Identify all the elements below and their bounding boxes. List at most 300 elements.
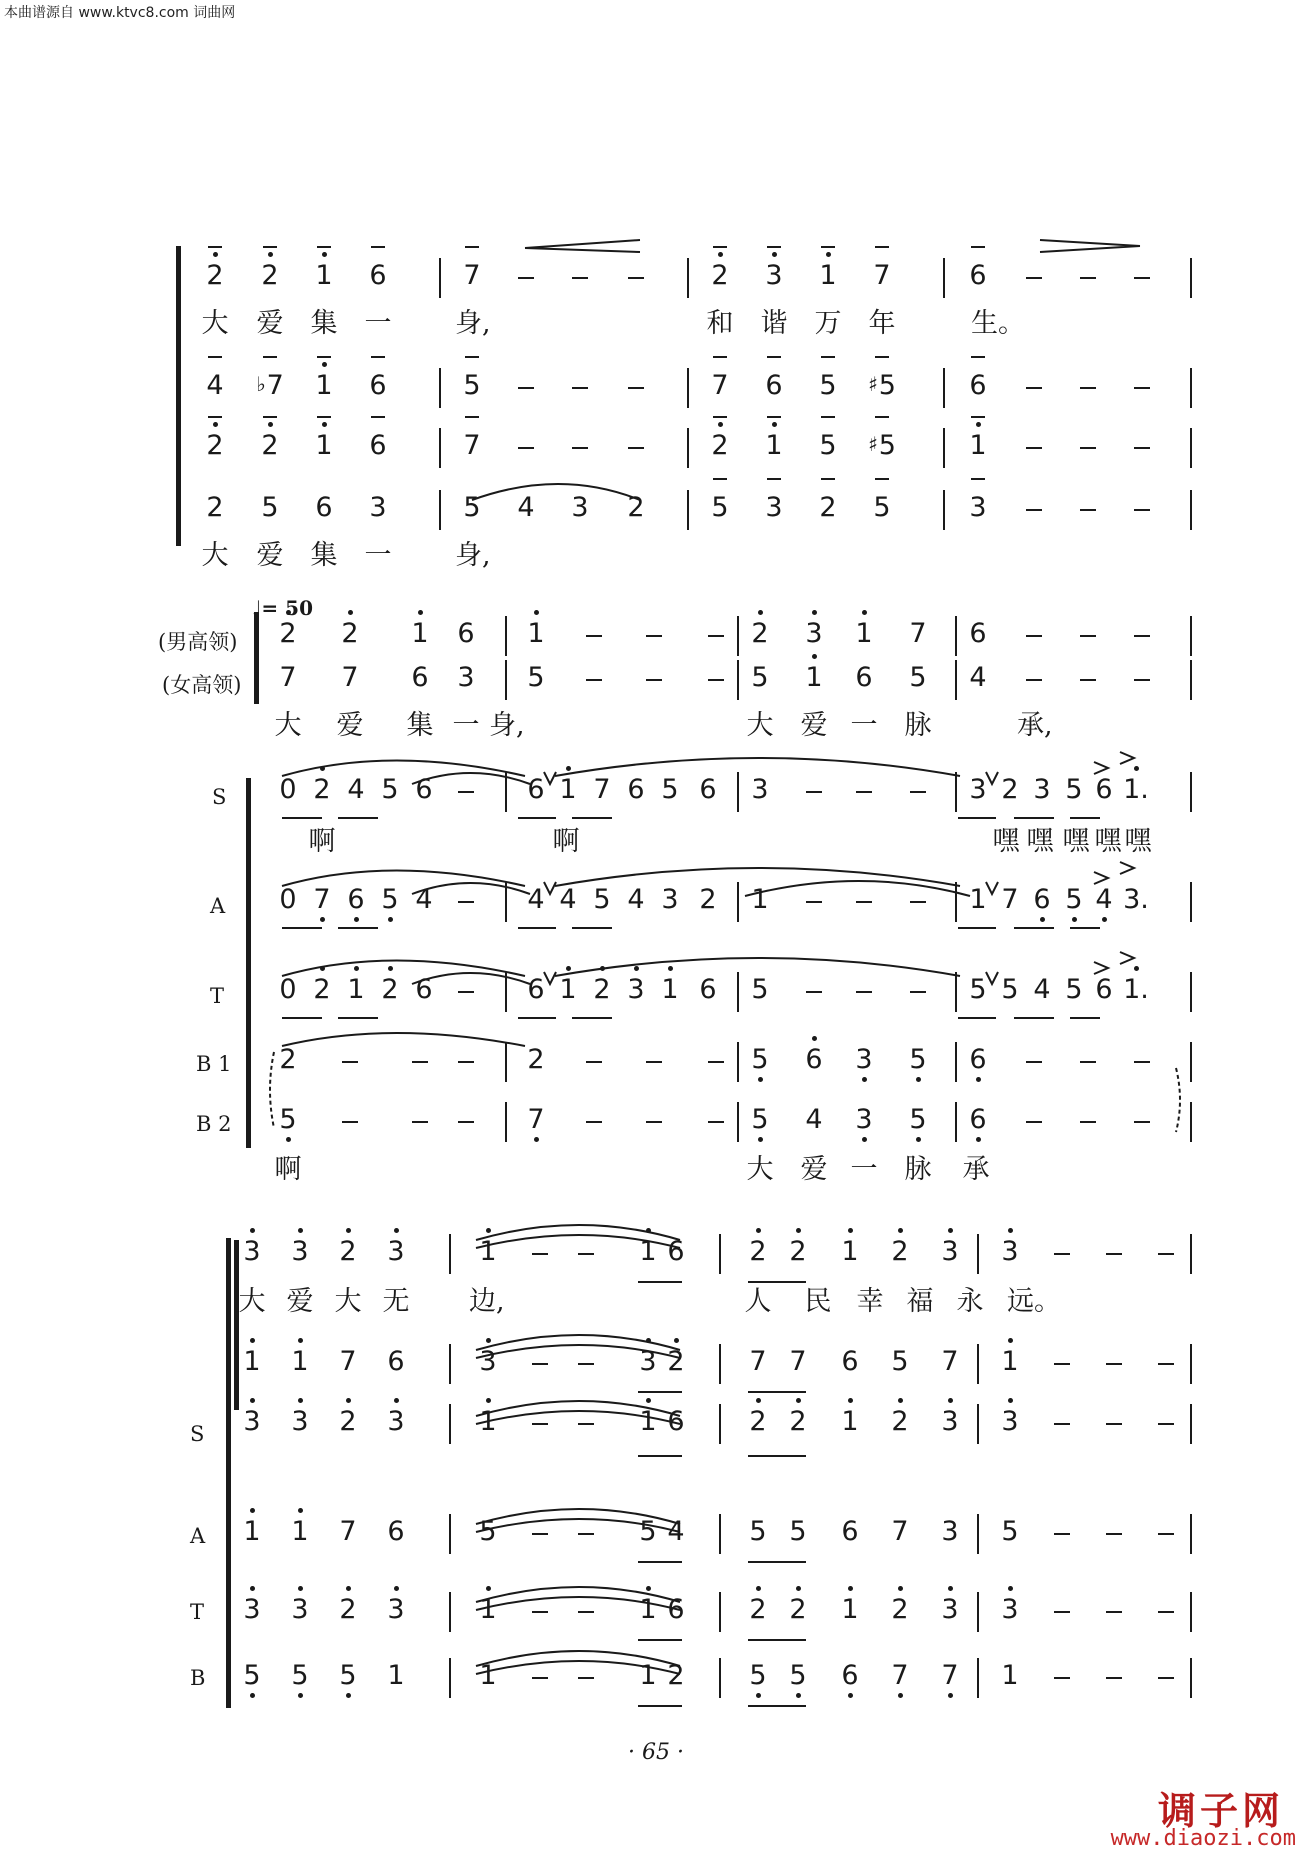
sustain-dash	[1106, 1677, 1122, 1679]
note: 1	[387, 1660, 405, 1691]
note: 7	[339, 1346, 357, 1377]
sustain-dash	[1054, 1363, 1070, 1365]
note: 2	[627, 492, 645, 523]
sustain-dash	[910, 991, 926, 993]
bar-line	[955, 882, 957, 922]
bar-line	[977, 1404, 979, 1444]
note: 6	[336, 886, 376, 913]
note: 5	[819, 430, 837, 461]
note: 2	[880, 1408, 920, 1435]
note: 1	[400, 620, 440, 647]
note: 5	[898, 1046, 938, 1073]
note: 6	[387, 1346, 405, 1377]
bar-line	[719, 1344, 721, 1384]
note: 3	[754, 262, 794, 289]
note: 7	[909, 618, 927, 649]
note: 6	[699, 974, 717, 1005]
bar-line	[687, 368, 689, 408]
sustain-dash	[646, 1061, 662, 1063]
note: 3	[969, 774, 987, 805]
underline-mark	[875, 246, 889, 248]
note: 4	[1033, 974, 1051, 1005]
note: 4	[415, 884, 433, 915]
note: 1	[794, 664, 834, 691]
note: 6	[969, 370, 987, 401]
bar-line	[955, 972, 957, 1012]
bar-line	[977, 1592, 979, 1632]
sustain-dash	[1026, 509, 1042, 511]
bar-line	[439, 428, 441, 468]
note: 7	[339, 1516, 357, 1547]
note: 5	[789, 1516, 807, 1547]
note: 6	[1095, 774, 1113, 805]
note: 6	[627, 774, 645, 805]
note: 1	[548, 976, 588, 1003]
note: 5	[740, 1046, 780, 1073]
note: 3	[468, 1348, 508, 1375]
note: 5	[909, 662, 927, 693]
note: 1	[280, 1518, 320, 1545]
note: 5	[463, 492, 481, 523]
bar-line	[737, 882, 739, 922]
sustain-dash	[1134, 1061, 1150, 1063]
note: 3	[376, 1596, 416, 1623]
accent-marks	[1094, 952, 1134, 974]
note: 3	[794, 620, 834, 647]
sustain-dash	[1080, 1061, 1096, 1063]
sustain-dash	[532, 1363, 548, 1365]
note: 7	[711, 370, 729, 401]
note: 1	[639, 1660, 657, 1691]
sustain-dash	[572, 387, 588, 389]
page-number: · 65 ·	[628, 1740, 684, 1765]
bar-line	[505, 660, 507, 700]
sustain-dash	[532, 1253, 548, 1255]
note: 2	[1001, 774, 1019, 805]
note: 2	[880, 1596, 920, 1623]
note: 1	[516, 620, 556, 647]
sustain-dash	[1054, 1611, 1070, 1613]
source-header: 本曲谱源自 www.ktvc8.com 词曲网	[4, 5, 236, 21]
note: 1	[990, 1348, 1030, 1375]
note: 6	[958, 1046, 998, 1073]
sustain-dash	[1106, 1423, 1122, 1425]
note: 3	[661, 884, 679, 915]
underline-mark	[208, 416, 222, 418]
sustain-dash	[856, 991, 872, 993]
bar-line	[439, 258, 441, 298]
bar-line	[977, 1658, 979, 1698]
voice-label-a-2: A	[190, 1524, 206, 1548]
bar-line	[719, 1592, 721, 1632]
sustain-dash	[578, 1533, 594, 1535]
bar-line	[943, 368, 945, 408]
note: 0	[279, 974, 297, 1005]
note: 3	[751, 774, 769, 805]
sustain-dash	[412, 1121, 428, 1123]
slur	[472, 484, 640, 500]
note: 7	[516, 1106, 556, 1133]
sustain-dash	[1026, 277, 1042, 279]
sustain-dash	[342, 1121, 358, 1123]
bar-line	[1190, 1514, 1192, 1554]
bar-line	[505, 972, 507, 1012]
note: ♭7	[256, 370, 284, 401]
note: 3.	[1123, 884, 1149, 915]
note: 2	[819, 492, 837, 523]
sustain-dash	[646, 679, 662, 681]
underline-mark	[317, 246, 331, 248]
note: 5	[463, 370, 481, 401]
underline-mark	[767, 356, 781, 358]
underline-mark	[371, 416, 385, 418]
sustain-dash	[458, 901, 474, 903]
note: 2	[250, 262, 290, 289]
note: 6	[830, 1662, 870, 1689]
note: 2	[778, 1596, 818, 1623]
underline-mark	[875, 478, 889, 480]
bar-line	[449, 1404, 451, 1444]
note: 7	[463, 430, 481, 461]
note: 5	[740, 1106, 780, 1133]
bar-line	[1190, 1404, 1192, 1444]
note: 4	[559, 884, 577, 915]
sustain-dash	[856, 901, 872, 903]
note: 5	[749, 1516, 767, 1547]
note: 3	[369, 492, 387, 523]
note: 6	[699, 774, 717, 805]
sustain-dash	[578, 1677, 594, 1679]
note: 6	[841, 1516, 859, 1547]
note: 2	[268, 620, 308, 647]
bar-line	[1190, 368, 1192, 408]
sustain-dash	[806, 991, 822, 993]
slur	[282, 1033, 525, 1046]
sustain-dash	[628, 277, 644, 279]
note: 5	[268, 1106, 308, 1133]
note: 0	[279, 884, 297, 915]
note: 7	[593, 774, 611, 805]
sustain-dash	[1106, 1533, 1122, 1535]
sustain-dash	[1054, 1677, 1070, 1679]
note: 4	[527, 884, 545, 915]
note: 2	[667, 1660, 685, 1691]
sustain-dash	[572, 277, 588, 279]
note: 5	[639, 1516, 657, 1547]
note: 5	[593, 884, 611, 915]
note: 5	[778, 1662, 818, 1689]
note: 1	[468, 1238, 508, 1265]
sustain-dash	[1106, 1253, 1122, 1255]
note: 1	[754, 432, 794, 459]
note: 1	[280, 1348, 320, 1375]
note: 1	[628, 1408, 668, 1435]
sustain-dash	[1106, 1363, 1122, 1365]
bar-line	[719, 1404, 721, 1444]
note: 7	[1001, 884, 1019, 915]
note: 2	[582, 976, 622, 1003]
note: 2	[740, 620, 780, 647]
sustain-dash	[532, 1677, 548, 1679]
bar-line	[1190, 1658, 1192, 1698]
sustain-dash	[1026, 447, 1042, 449]
sustain-dash	[1158, 1253, 1174, 1255]
bar-line	[1190, 1102, 1192, 1142]
note: 5	[819, 370, 837, 401]
bar-line	[737, 972, 739, 1012]
note: 7	[279, 662, 297, 693]
note: 2	[328, 1408, 368, 1435]
sustain-dash	[1158, 1423, 1174, 1425]
note: 1	[830, 1238, 870, 1265]
note: 1	[468, 1596, 508, 1623]
note: 1	[336, 976, 376, 1003]
note: 2	[738, 1238, 778, 1265]
sustain-dash	[578, 1423, 594, 1425]
underline-mark	[767, 416, 781, 418]
bar-line	[1190, 258, 1192, 298]
underline-mark	[208, 246, 222, 248]
underline-mark	[465, 356, 479, 358]
note: 5	[1065, 774, 1083, 805]
sustain-dash	[1158, 1677, 1174, 1679]
note: 7	[941, 1346, 959, 1377]
note: 6	[765, 370, 783, 401]
note: 5	[527, 662, 545, 693]
sustain-dash	[1054, 1253, 1070, 1255]
bar-line	[737, 616, 739, 656]
sustain-dash	[708, 635, 724, 637]
note: 3	[930, 1238, 970, 1265]
note: 2	[250, 432, 290, 459]
sustain-dash	[532, 1611, 548, 1613]
note: 1	[830, 1596, 870, 1623]
note: 5	[479, 1516, 497, 1547]
note: 3	[930, 1596, 970, 1623]
bar-line	[719, 1234, 721, 1274]
sustain-dash	[1134, 679, 1150, 681]
bar-line	[449, 1514, 451, 1554]
note: ♯5	[868, 370, 896, 401]
sustain-dash	[910, 791, 926, 793]
note: 7	[891, 1516, 909, 1547]
note: 1	[844, 620, 884, 647]
note: 6	[387, 1516, 405, 1547]
bar-line	[737, 1102, 739, 1142]
note: 5	[751, 662, 769, 693]
note: 1	[628, 1238, 668, 1265]
note: 1	[304, 262, 344, 289]
voice-label-b-2: B	[190, 1666, 206, 1690]
note: 2	[656, 1348, 696, 1375]
voice-label-male-lead: (男高领)	[158, 630, 238, 654]
underline-mark	[263, 246, 277, 248]
sustain-dash	[646, 635, 662, 637]
voice-label-a: A	[210, 894, 226, 918]
note: 5	[381, 774, 399, 805]
sustain-dash	[586, 1061, 602, 1063]
sustain-dash	[586, 1121, 602, 1123]
voice-label-b1: B 1	[196, 1052, 232, 1076]
bar-line	[737, 660, 739, 700]
note: 6	[841, 1346, 859, 1377]
note: 5	[280, 1662, 320, 1689]
note: 6	[369, 370, 387, 401]
underline-mark	[767, 478, 781, 480]
note: 3	[941, 1516, 959, 1547]
sustain-dash	[578, 1611, 594, 1613]
sustain-dash	[342, 1061, 358, 1063]
note: 3	[232, 1408, 272, 1435]
note: 6	[667, 1594, 685, 1625]
note: 6	[1022, 886, 1062, 913]
note: 5	[891, 1346, 909, 1377]
note: 0	[279, 774, 297, 805]
underline-mark	[971, 416, 985, 418]
note: 5	[1065, 974, 1083, 1005]
watermark-url: www.diaozi.com	[1110, 1826, 1296, 1851]
bar-line	[505, 616, 507, 656]
sustain-dash	[586, 679, 602, 681]
bar-line	[1190, 1234, 1192, 1274]
sustain-dash	[628, 447, 644, 449]
sustain-dash	[1080, 1121, 1096, 1123]
note: 1	[232, 1518, 272, 1545]
note: 5	[261, 492, 279, 523]
bar-line	[449, 1234, 451, 1274]
note: 1	[1001, 1660, 1019, 1691]
note: 1	[650, 976, 690, 1003]
note: 7	[302, 886, 342, 913]
underline-mark	[767, 246, 781, 248]
system-bracket	[226, 1238, 231, 1708]
note: 3	[280, 1596, 320, 1623]
sustain-dash	[806, 791, 822, 793]
system-bracket	[176, 246, 181, 546]
tempo-marking: ♩= 50	[252, 596, 313, 620]
note: 6	[415, 974, 433, 1005]
note: 6	[411, 662, 429, 693]
note: 6	[315, 492, 333, 523]
sustain-dash	[1080, 679, 1096, 681]
bar-line	[1190, 1042, 1192, 1082]
note: 5	[898, 1106, 938, 1133]
sustain-dash	[1026, 387, 1042, 389]
note: 5	[232, 1662, 272, 1689]
note: 1	[232, 1348, 272, 1375]
underline-mark	[317, 356, 331, 358]
note: 1	[628, 1596, 668, 1623]
sustain-dash	[586, 635, 602, 637]
underline-mark	[317, 416, 331, 418]
note: 6	[527, 774, 545, 805]
underline-mark	[821, 246, 835, 248]
sustain-dash	[1080, 447, 1096, 449]
underline-mark	[208, 356, 222, 358]
bar-line	[505, 1042, 507, 1082]
voice-label-b2: B 2	[196, 1112, 232, 1136]
bar-line	[1190, 972, 1192, 1012]
note: 5	[751, 974, 769, 1005]
note: 2	[195, 262, 235, 289]
note: 2	[699, 884, 717, 915]
sustain-dash	[532, 1423, 548, 1425]
note: 6	[1095, 974, 1113, 1005]
note: 3	[232, 1238, 272, 1265]
bar-line	[1190, 616, 1192, 656]
accent-marks	[1094, 752, 1134, 774]
underline-mark	[371, 246, 385, 248]
bar-line	[505, 882, 507, 922]
bar-line	[955, 616, 957, 656]
sustain-dash	[628, 387, 644, 389]
note: 2	[700, 432, 740, 459]
bar-line	[1190, 428, 1192, 468]
note: 3	[990, 1238, 1030, 1265]
underline-mark	[875, 416, 889, 418]
note: 5	[873, 492, 891, 523]
underline-mark	[713, 416, 727, 418]
voice-label-s: S	[212, 785, 227, 809]
sustain-dash	[1026, 1121, 1042, 1123]
sustain-dash	[1026, 679, 1042, 681]
underline-mark	[971, 356, 985, 358]
voice-label-t-2: T	[190, 1600, 205, 1624]
sustain-dash	[572, 447, 588, 449]
note: 6	[457, 618, 475, 649]
sustain-dash	[1080, 635, 1096, 637]
crescendo-hairpin	[525, 240, 640, 252]
sustain-dash	[532, 1533, 548, 1535]
sustain-dash	[1134, 509, 1150, 511]
note: 6	[958, 1106, 998, 1133]
bar-line	[955, 660, 957, 700]
note: 3	[232, 1596, 272, 1623]
note: 6	[667, 1406, 685, 1437]
note: 6	[415, 774, 433, 805]
decrescendo-hairpin	[1040, 240, 1140, 252]
note: 5	[328, 1662, 368, 1689]
bar-line	[737, 772, 739, 812]
note: 3	[571, 492, 589, 523]
note: 1	[969, 884, 987, 915]
bar-line	[687, 490, 689, 530]
bar-line	[1190, 1592, 1192, 1632]
underline-mark	[263, 356, 277, 358]
note: 2	[527, 1044, 545, 1075]
note: 7	[341, 662, 359, 693]
note: 2	[279, 1044, 297, 1075]
sustain-dash	[578, 1253, 594, 1255]
sustain-dash	[708, 679, 724, 681]
bar-line	[955, 1042, 957, 1082]
sustain-dash	[1054, 1533, 1070, 1535]
voice-label-t: T	[210, 984, 225, 1008]
note: 6	[667, 1236, 685, 1267]
note: 5	[370, 886, 410, 913]
sustain-dash	[1080, 277, 1096, 279]
sustain-dash	[646, 1121, 662, 1123]
note: 5	[1001, 974, 1019, 1005]
note: 7	[873, 260, 891, 291]
voice-label-female-lead: (女高领)	[162, 673, 242, 697]
sustain-dash	[708, 1121, 724, 1123]
note: 5	[661, 774, 679, 805]
note: 5	[711, 492, 729, 523]
note: 4	[347, 774, 365, 805]
note: 4	[206, 370, 224, 401]
note: 3	[969, 492, 987, 523]
